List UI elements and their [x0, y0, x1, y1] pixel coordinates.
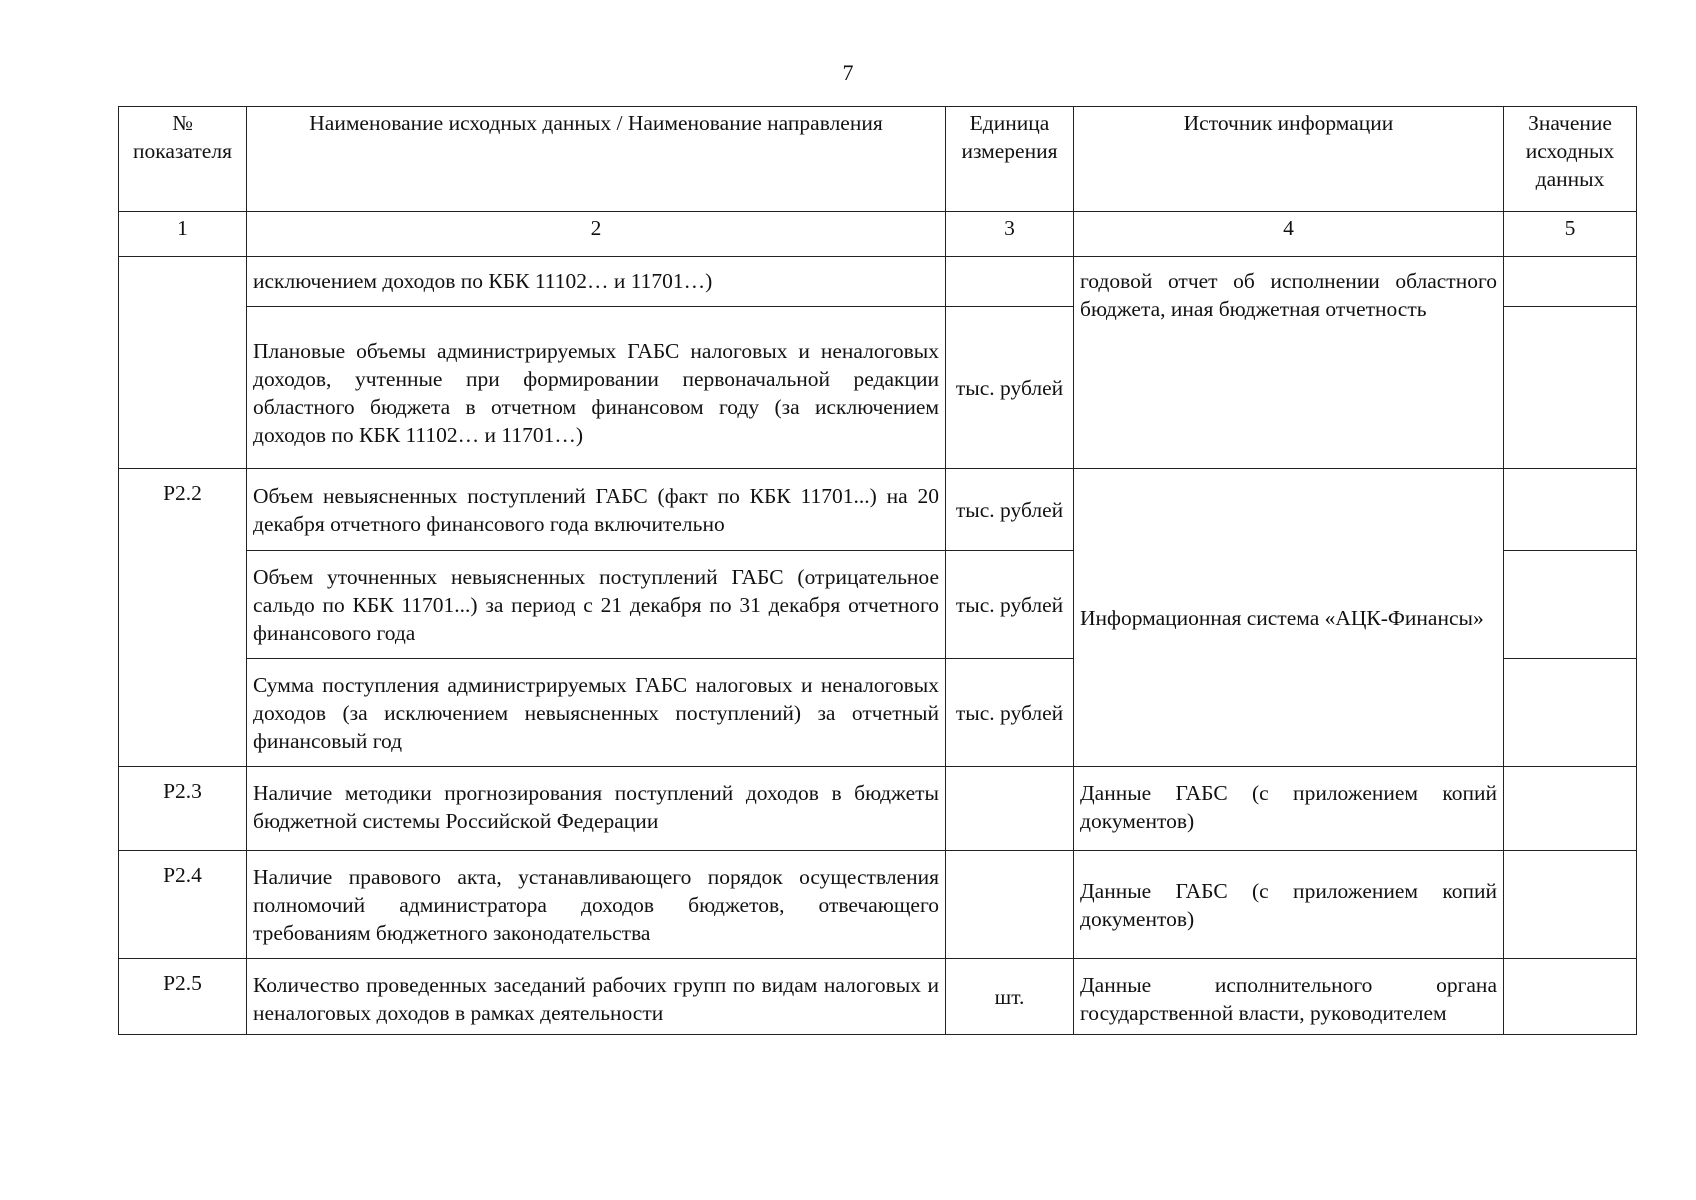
value-cell [1504, 851, 1637, 959]
indicator-number-cell [119, 257, 247, 469]
table-header-row [119, 107, 1637, 212]
source-cell: Данные ГАБС (с приложением копий документов) [1074, 767, 1504, 851]
data-name-cell: Наличие методики прогнозирования поступлений доходов в бюджеты бюджетной системы Российской Федерации [247, 767, 946, 851]
column-number: 3 [946, 212, 1074, 257]
value-cell [1504, 551, 1637, 659]
table-row [119, 959, 1637, 1035]
data-name-cell: Количество проведенных заседаний рабочих групп по видам налоговых и неналоговых доходов в рамках деятельности [247, 959, 946, 1035]
table-row [119, 257, 1637, 307]
data-name-cell: Плановые объемы администрируемых ГАБС налоговых и неналоговых доходов, учтенные при формировании первоначальной редакции областного бюджета в отчетном финансовом году (за исключением доходов по КБК 11102… и 11701…) [247, 307, 946, 469]
source-cell: Информационная система «АЦК-Финансы» [1074, 469, 1504, 767]
header-indicator-number: № показателя [119, 107, 247, 212]
source-cell: годовой отчет об исполнении областного бюджета, иная бюджетная отчетность [1074, 257, 1504, 469]
indicator-number-cell: Р2.4 [119, 851, 247, 959]
value-cell [1504, 659, 1637, 767]
value-cell [1504, 767, 1637, 851]
unit-cell [946, 767, 1074, 851]
data-name-cell: Сумма поступления администрируемых ГАБС налоговых и неналоговых доходов (за исключением невыясненных поступлений) за отчетный финансовый год [247, 659, 946, 767]
table-row [119, 767, 1637, 851]
table-row [119, 469, 1637, 551]
data-name-cell: Объем уточненных невыясненных поступлений ГАБС (отрицательное сальдо по КБК 11701...) за период с 21 декабря по 31 декабря отчетного финансового года [247, 551, 946, 659]
source-cell: Данные исполнительного органа государственной власти, руководителем [1074, 959, 1504, 1035]
unit-cell: тыс. рублей [946, 659, 1074, 767]
column-numbers-row [119, 212, 1637, 257]
data-name-cell: исключением доходов по КБК 11102… и 11701…) [247, 257, 946, 307]
source-cell: Данные ГАБС (с приложением копий документов) [1074, 851, 1504, 959]
indicators-table [118, 106, 1637, 1035]
column-number: 5 [1504, 212, 1637, 257]
value-cell [1504, 257, 1637, 307]
unit-cell [946, 851, 1074, 959]
indicator-number-cell: Р2.2 [119, 469, 247, 767]
header-source: Источник информации [1074, 107, 1504, 212]
unit-cell: тыс. рублей [946, 469, 1074, 551]
indicator-number-cell: Р2.3 [119, 767, 247, 851]
header-value: Значение исходных данных [1504, 107, 1637, 212]
data-name-cell: Объем невыясненных поступлений ГАБС (факт по КБК 11701...) на 20 декабря отчетного финансового года включительно [247, 469, 946, 551]
column-number: 4 [1074, 212, 1504, 257]
value-cell [1504, 959, 1637, 1035]
unit-cell: шт. [946, 959, 1074, 1035]
indicator-number-cell: Р2.5 [119, 959, 247, 1035]
value-cell [1504, 307, 1637, 469]
column-number: 1 [119, 212, 247, 257]
page-number: 7 [842, 60, 854, 85]
unit-cell [946, 257, 1074, 307]
data-name-cell: Наличие правового акта, устанавливающего порядок осуществления полномочий администратора доходов бюджетов, отвечающего требованиям бюджетного законодательства [247, 851, 946, 959]
column-number: 2 [247, 212, 946, 257]
header-data-name: Наименование исходных данных / Наименование направления [247, 107, 946, 212]
table-row [119, 851, 1637, 959]
value-cell [1504, 469, 1637, 551]
unit-cell: тыс. рублей [946, 307, 1074, 469]
unit-cell: тыс. рублей [946, 551, 1074, 659]
header-unit: Единица измерения [946, 107, 1074, 212]
